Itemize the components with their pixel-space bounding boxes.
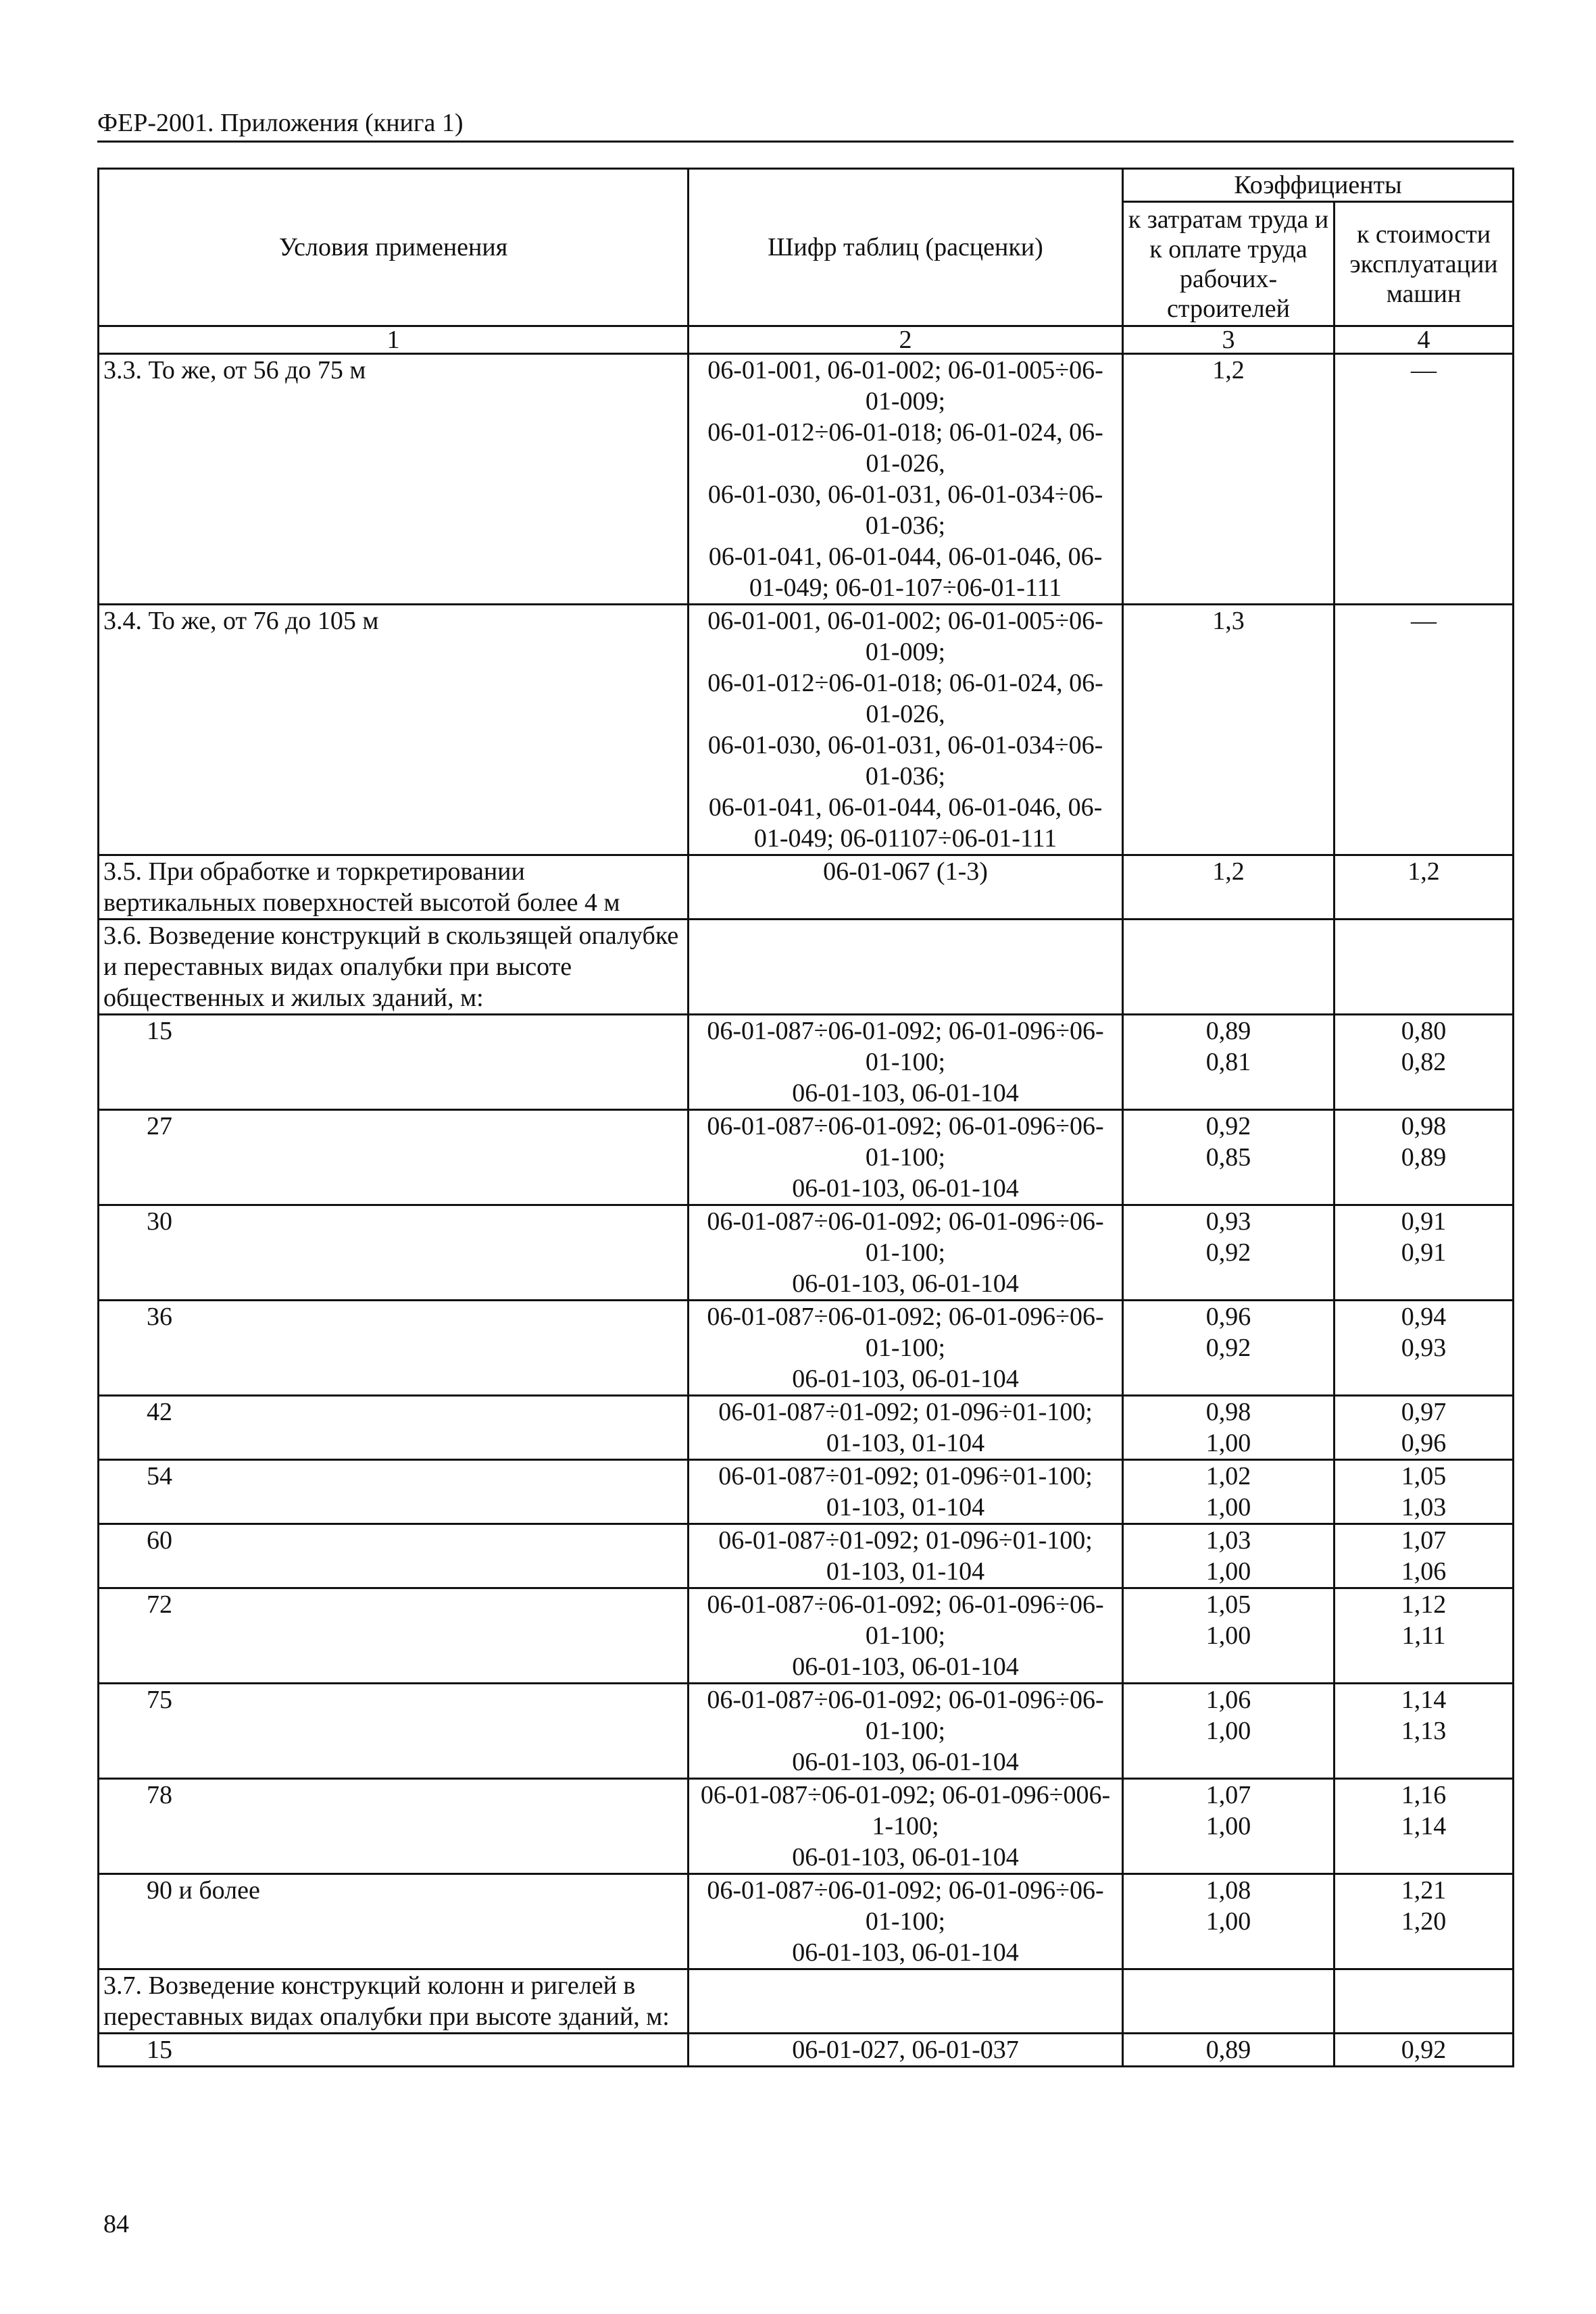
cipher-cell: 06-01-087÷06-01-092; 06-01-096÷06-01-100; 06-01-103, 06-01-104 xyxy=(689,1588,1123,1684)
machines-coefficient xyxy=(1335,920,1514,1015)
height-cell: 78 xyxy=(99,1779,689,1874)
header-labor: к затратам труда и к оплате труда рабочих-строителей xyxy=(1123,202,1335,326)
labor-coefficient: 0,96 0,92 xyxy=(1123,1301,1335,1396)
cipher-cell: 06-01-067 (1-3) xyxy=(689,855,1123,920)
height-cell: 36 xyxy=(99,1301,689,1396)
machines-coefficient: 0,80 0,82 xyxy=(1335,1015,1514,1110)
column-number: 3 xyxy=(1123,326,1335,354)
cipher-cell: 06-01-087÷06-01-092; 06-01-096÷06-01-100; 06-01-103, 06-01-104 xyxy=(689,1110,1123,1205)
labor-coefficient: 1,08 1,00 xyxy=(1123,1874,1335,1969)
cipher-cell xyxy=(689,920,1123,1015)
labor-coefficient: 0,93 0,92 xyxy=(1123,1205,1335,1301)
page-number: 84 xyxy=(103,2210,129,2238)
labor-coefficient: 1,2 xyxy=(1123,855,1335,920)
height-cell: 90 и более xyxy=(99,1874,689,1969)
cipher-cell: 06-01-001, 06-01-002; 06-01-005÷06-01-009; 06-01-012÷06-01-018; 06-01-024, 06-01-026, 06-01-030, 06-01-031, 06-01-034÷06-01-036; 06-01-041, 06-01-044, 06-01-046, 06-01-049; 06-01-107÷06-01-111 xyxy=(689,354,1123,605)
machines-coefficient: 1,21 1,20 xyxy=(1335,1874,1514,1969)
cipher-cell: 06-01-087÷06-01-092; 06-01-096÷06-01-100; 06-01-103, 06-01-104 xyxy=(689,1205,1123,1301)
cipher-cell xyxy=(689,1969,1123,2034)
header-machines: к стоимости эксплуатации машин xyxy=(1335,202,1514,326)
condition-cell: 3.4. То же, от 76 до 105 м xyxy=(99,605,689,855)
height-cell: 54 xyxy=(99,1460,689,1524)
machines-coefficient: 1,2 xyxy=(1335,855,1514,920)
height-cell: 75 xyxy=(99,1684,689,1779)
height-cell: 30 xyxy=(99,1205,689,1301)
machines-coefficient: 0,92 xyxy=(1335,2034,1514,2067)
header-divider xyxy=(97,141,1514,143)
labor-coefficient: 1,02 1,00 xyxy=(1123,1460,1335,1524)
machines-coefficient: 1,07 1,06 xyxy=(1335,1524,1514,1588)
header-conditions: Условия применения xyxy=(99,169,689,326)
coefficients-table xyxy=(97,168,1514,2067)
condition-cell: 3.3. То же, от 56 до 75 м xyxy=(99,354,689,605)
machines-coefficient: 1,12 1,11 xyxy=(1335,1588,1514,1684)
machines-coefficient: — xyxy=(1335,354,1514,605)
machines-coefficient: 1,14 1,13 xyxy=(1335,1684,1514,1779)
machines-coefficient: — xyxy=(1335,605,1514,855)
header-cipher: Шифр таблиц (расценки) xyxy=(689,169,1123,326)
cipher-cell: 06-01-087÷01-092; 01-096÷01-100; 01-103, 01-104 xyxy=(689,1524,1123,1588)
document-header: ФЕР-2001. Приложения (книга 1) xyxy=(97,109,464,137)
machines-coefficient: 1,16 1,14 xyxy=(1335,1779,1514,1874)
section-heading: 3.6. Возведение конструкций в скользящей опалубке и переставных видах опалубки при высоте общественных и жилых зданий, м: xyxy=(99,920,689,1015)
labor-coefficient: 0,92 0,85 xyxy=(1123,1110,1335,1205)
column-number: 2 xyxy=(689,326,1123,354)
cipher-cell: 06-01-027, 06-01-037 xyxy=(689,2034,1123,2067)
height-cell: 15 xyxy=(99,1015,689,1110)
labor-coefficient: 1,03 1,00 xyxy=(1123,1524,1335,1588)
labor-coefficient: 1,2 xyxy=(1123,354,1335,605)
machines-coefficient: 0,98 0,89 xyxy=(1335,1110,1514,1205)
cipher-cell: 06-01-087÷06-01-092; 06-01-096÷06-01-100; 06-01-103, 06-01-104 xyxy=(689,1301,1123,1396)
height-cell: 72 xyxy=(99,1588,689,1684)
height-cell: 60 xyxy=(99,1524,689,1588)
labor-coefficient: 1,05 1,00 xyxy=(1123,1588,1335,1684)
machines-coefficient xyxy=(1335,1969,1514,2034)
height-cell: 15 xyxy=(99,2034,689,2067)
labor-coefficient: 0,89 xyxy=(1123,2034,1335,2067)
condition-cell: 3.5. При обработке и торкретировании вертикальных поверхностей высотой более 4 м xyxy=(99,855,689,920)
cipher-cell: 06-01-087÷06-01-092; 06-01-096÷006-1-100; 06-01-103, 06-01-104 xyxy=(689,1779,1123,1874)
section-heading: 3.7. Возведение конструкций колонн и ригелей в переставных видах опалубки при высоте зданий, м: xyxy=(99,1969,689,2034)
cipher-cell: 06-01-087÷01-092; 01-096÷01-100; 01-103, 01-104 xyxy=(689,1396,1123,1460)
labor-coefficient: 1,06 1,00 xyxy=(1123,1684,1335,1779)
height-cell: 42 xyxy=(99,1396,689,1460)
cipher-cell: 06-01-087÷01-092; 01-096÷01-100; 01-103, 01-104 xyxy=(689,1460,1123,1524)
machines-coefficient: 0,94 0,93 xyxy=(1335,1301,1514,1396)
machines-coefficient: 0,91 0,91 xyxy=(1335,1205,1514,1301)
labor-coefficient: 0,98 1,00 xyxy=(1123,1396,1335,1460)
cipher-cell: 06-01-001, 06-01-002; 06-01-005÷06-01-009; 06-01-012÷06-01-018; 06-01-024, 06-01-026, 06-01-030, 06-01-031, 06-01-034÷06-01-036; 06-01-041, 06-01-044, 06-01-046, 06-01-049; 06-01107÷06-01-111 xyxy=(689,605,1123,855)
height-cell: 27 xyxy=(99,1110,689,1205)
cipher-cell: 06-01-087÷06-01-092; 06-01-096÷06-01-100; 06-01-103, 06-01-104 xyxy=(689,1684,1123,1779)
header-coefficients: Коэффициенты xyxy=(1123,169,1514,202)
labor-coefficient xyxy=(1123,1969,1335,2034)
labor-coefficient: 0,89 0,81 xyxy=(1123,1015,1335,1110)
machines-coefficient: 0,97 0,96 xyxy=(1335,1396,1514,1460)
column-number: 1 xyxy=(99,326,689,354)
cipher-cell: 06-01-087÷06-01-092; 06-01-096÷06-01-100; 06-01-103, 06-01-104 xyxy=(689,1015,1123,1110)
labor-coefficient: 1,3 xyxy=(1123,605,1335,855)
cipher-cell: 06-01-087÷06-01-092; 06-01-096÷06-01-100; 06-01-103, 06-01-104 xyxy=(689,1874,1123,1969)
labor-coefficient: 1,07 1,00 xyxy=(1123,1779,1335,1874)
labor-coefficient xyxy=(1123,920,1335,1015)
machines-coefficient: 1,05 1,03 xyxy=(1335,1460,1514,1524)
column-number: 4 xyxy=(1335,326,1514,354)
